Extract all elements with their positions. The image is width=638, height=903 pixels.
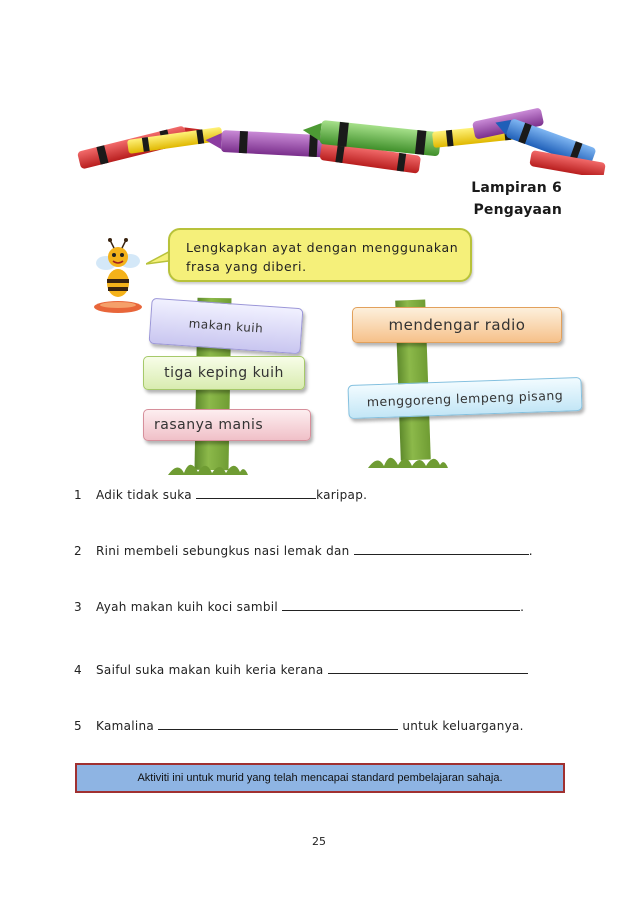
page-number: 25 xyxy=(312,835,326,848)
phrase-sign-makan-kuih: makan kuih xyxy=(149,298,304,354)
question-4 xyxy=(74,661,528,677)
instruction-text xyxy=(186,238,458,276)
phrase-sign-tiga-keping-kuih: tiga keping kuih xyxy=(143,356,305,390)
instruction-line-1: Lengkapkan ayat dengan menggunakan xyxy=(186,240,459,255)
pengayaan-label: Pengayaan xyxy=(473,202,562,218)
question-text: Adik tidak suka xyxy=(96,488,197,502)
question-5 xyxy=(74,717,524,733)
answer-blank[interactable] xyxy=(282,598,520,611)
question-text-end: . xyxy=(520,600,525,614)
instruction-line-2: frasa yang diberi. xyxy=(186,259,307,274)
left-signpost-grass xyxy=(168,455,248,477)
question-text-end: untuk keluarganya. xyxy=(398,719,524,733)
question-number: 5 xyxy=(74,719,82,733)
question-number: 4 xyxy=(74,663,82,677)
question-number: 2 xyxy=(74,544,82,558)
answer-blank[interactable] xyxy=(196,486,316,499)
question-text: Rini membeli sebungkus nasi lemak dan xyxy=(96,544,354,558)
question-text: Kamalina xyxy=(96,719,159,733)
answer-blank[interactable] xyxy=(328,661,528,674)
question-number: 3 xyxy=(74,600,82,614)
question-text-end: . xyxy=(528,544,533,558)
question-text: Ayah makan kuih koci sambil xyxy=(96,600,283,614)
note-box: Aktiviti ini untuk murid yang telah mencapai standard pembelajaran sahaja. xyxy=(75,763,565,793)
bee-mascot-icon xyxy=(90,235,150,315)
answer-blank[interactable] xyxy=(354,542,529,555)
answer-blank[interactable] xyxy=(158,717,398,730)
question-1 xyxy=(74,486,367,502)
phrase-sign-mendengar-radio: mendengar radio xyxy=(352,307,562,343)
question-number: 1 xyxy=(74,488,82,502)
question-text-end: karipap. xyxy=(316,488,368,502)
phrase-sign-menggoreng-lempeng-pisang: menggoreng lempeng pisang xyxy=(347,377,582,419)
phrase-sign-rasanya-manis: rasanya manis xyxy=(143,409,311,441)
question-3 xyxy=(74,598,524,614)
lampiran-label: Lampiran 6 xyxy=(471,180,562,196)
right-signpost-grass xyxy=(368,448,448,470)
instruction-bubble xyxy=(168,228,472,282)
question-2 xyxy=(74,542,533,558)
question-text: Saiful suka makan kuih keria kerana xyxy=(96,663,328,677)
crayon-banner xyxy=(72,100,612,175)
